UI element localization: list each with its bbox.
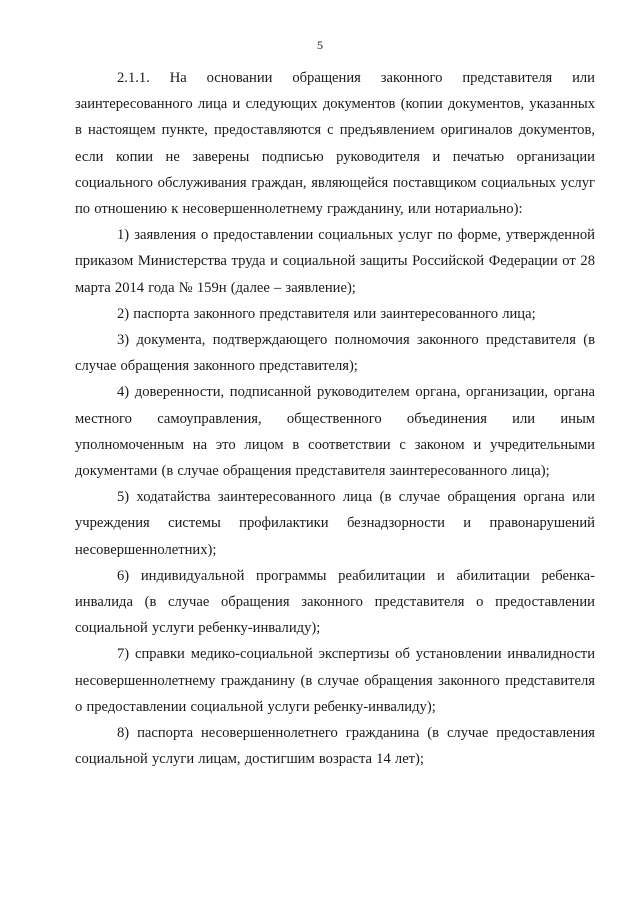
- list-item-3-authority-document: 3) документа, подтверждающего полномочия законного представителя (в случае обращения законного представителя);: [75, 332, 595, 375]
- list-item-4-power-of-attorney: 4) доверенности, подписанной руководителем органа, организации, органа местного самоуправления, общественного объединения или иным уполномоченным на это лицом в соответствии с законом и учредительными документами (в случае обращения представителя заинтересованного лица);: [75, 384, 595, 480]
- list-item-8-passport-minor: 8) паспорта несовершеннолетнего гражданина (в случае предоставления социальной услуги лицам, достигшим возраста 14 лет);: [75, 725, 595, 768]
- document-body: [75, 65, 595, 772]
- list-item-7-medical-certificate: 7) справки медико-социальной экспертизы об установлении инвалидности несовершеннолетнему гражданину (в случае обращения законного представителя о предоставлении социальной услуги ребенку-инвалиду);: [75, 646, 595, 715]
- list-item-1-application: 1) заявления о предоставлении социальных услуг по форме, утвержденной приказом Министерства труда и социальной защиты Российской Федерации от 28 марта 2014 года № 159н (далее – заявление);: [75, 227, 595, 296]
- paragraph-2-1-1: 2.1.1. На основании обращения законного представителя или заинтересованного лица и следующих документов (копии документов, указанных в настоящем пункте, предоставляются с предъявлением оригиналов документов, если копии не заверены подписью руководителя и печатью организации социального обслуживания граждан, являющейся поставщиком социальных услуг по отношению к несовершеннолетнему гражданину, или нотариально):: [75, 70, 595, 218]
- list-item-6-rehabilitation-program: 6) индивидуальной программы реабилитации и абилитации ребенка-инвалида (в случае обращения законного представителя о предоставлении социальной услуги ребенку-инвалиду);: [75, 567, 595, 637]
- page-number: 5: [317, 38, 323, 52]
- list-item-2-passport-representative: 2) паспорта законного представителя или заинтересованного лица;: [117, 305, 536, 322]
- list-item-5-petition: 5) ходатайства заинтересованного лица (в случае обращения органа или учреждения системы профилактики безнадзорности и правонарушений несовершеннолетних);: [75, 489, 595, 558]
